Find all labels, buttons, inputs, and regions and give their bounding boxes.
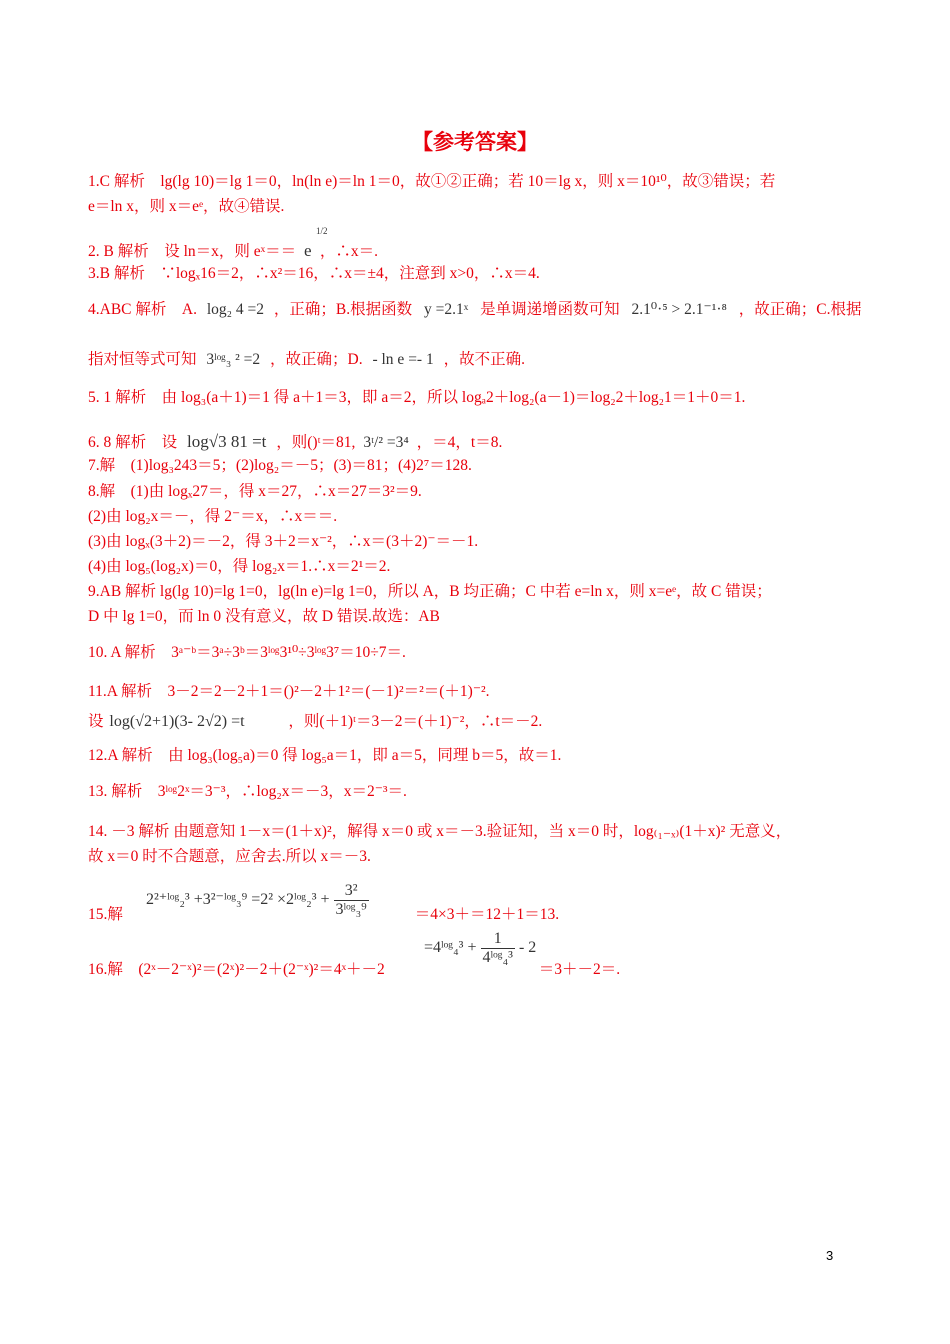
answer-1-line-b: e＝ln x，则 x＝eᵉ，故④错误. — [88, 198, 285, 215]
answer-15 — [88, 905, 559, 925]
answer-4-c: 是单调递增函数可知 — [480, 301, 620, 318]
answer-3: 3.B 解析 ∵logₓ16＝2，∴x²＝16，∴x＝±4，注意到 x>0，∴x＝4. — [88, 265, 540, 282]
answer-7: 7.解 (1)log₃243＝5；(2)log₂＝－5；(3)＝81；(4)2⁷＝128. — [88, 457, 472, 474]
answer-4-b: ，正确；B.根据函数 — [273, 301, 413, 318]
formula-e-half: e 1/2 — [304, 241, 316, 260]
answer-4-f: ，故正确；D. — [270, 351, 363, 368]
answer-4-e: 指对恒等式可知 — [88, 351, 197, 368]
answer-4-line-a — [88, 300, 862, 320]
answer-14-line-a: 14. －3 解析 由题意知 1－x＝(1＋x)²，解得 x＝0 或 x＝－3.验证知，当 x＝0 时，log₍₁₋ₓ₎(1＋x)² 无意义， — [88, 823, 792, 840]
answer-2 — [88, 226, 378, 262]
answer-12: 12.A 解析 由 log₃(log₅a)＝0 得 log₅a＝1，即 a＝5，同理 b＝5，故＝1. — [88, 747, 562, 764]
page-number: 3 — [826, 1248, 834, 1263]
answer-11-line-a: 11.A 解析 3－2＝2－2＋1＝()²－2＋1²＝(－1)²＝²＝(＋1)⁻². — [88, 683, 490, 700]
formula-16: =4ˡᵒᵍ₄³ + $\frac{1}{\text{4ˡᵒᵍ₄³}}$ - 2 — [424, 930, 537, 966]
answer-6 — [88, 432, 502, 453]
answer-6-prefix: 6. 8 解析 设 — [88, 434, 178, 451]
formula-15-fraction: $\frac{\text{3²}}{\text{3ˡᵒᵍ₃⁹}}$ — [335, 882, 367, 918]
formula-16-fraction: $\frac{1}{\text{4ˡᵒᵍ₄³}}$ — [482, 930, 513, 966]
answer-6-c: ，＝4，t＝8. — [416, 434, 503, 451]
formula-15: 2²⁺ˡᵒᵍ₂³ +3²⁻ˡᵒᵍ₃⁹ =2² ×2ˡᵒᵍ₂³ + $\frac{\text{3²}}{\text{3ˡᵒᵍ₃⁹}}$ — [146, 882, 367, 918]
answer-6-b: ，则()ᵗ＝81, — [276, 434, 356, 451]
answer-8-line-c: (3)由 logₓ(3＋2)＝－2，得 3＋2＝x⁻²，∴x＝(3＋2)⁻＝－1. — [88, 533, 479, 550]
answer-15-prefix: 15.解 — [88, 906, 123, 923]
answer-11-line-b — [88, 712, 542, 732]
formula-three-t2: 3ᵗ/² =3⁴ — [363, 434, 409, 451]
answer-16-tail: ＝3＋－2＝. — [538, 961, 621, 978]
formula-half-exponent: 1/2 — [316, 226, 328, 236]
formula-inequality: 2.1⁰·⁵ > 2.1⁻¹·⁸ — [631, 301, 727, 318]
answer-5: 5. 1 解析 由 log₃(a＋1)＝1 得 a＋1＝3，即 a＝2，所以 logₐ2＋log₂(a－1)＝log₂2＋log₂1＝1＋0＝1. — [88, 389, 746, 406]
answer-16 — [88, 960, 620, 980]
answer-9-line-b: D 中 lg 1=0，而 ln 0 没有意义，故 D 错误.故选：AB — [88, 608, 440, 625]
answer-4-line-b — [88, 350, 525, 370]
answer-15-tail: ＝4×3＋＝12＋1＝13. — [414, 906, 560, 923]
answer-4-d: ，故正确；C.根据 — [738, 301, 862, 318]
answer-11-c: ，则(＋1)ᵗ＝3－2＝(＋1)⁻²，∴t＝－2. — [288, 713, 543, 730]
formula-three-log: 3ˡᵒᵍ₃ ² =2 — [206, 351, 261, 368]
answer-2-text: 2. B 解析 设 ln＝x，则 eˣ＝＝ — [88, 243, 297, 260]
answer-9-line-a: 9.AB 解析 lg(lg 10)=lg 1=0，lg(ln e)=lg 1=0，所以 A，B 均正确；C 中若 e=ln x，则 x=eᵉ，故 C 错误； — [88, 583, 772, 600]
formula-neg-ln: - ln e =- 1 — [372, 351, 434, 368]
answer-4-g: ，故不正确. — [443, 351, 525, 368]
answer-4-prefix: 4.ABC 解析 A. — [88, 301, 197, 318]
formula-log-sqrt3: log√3 81 =t — [187, 432, 267, 451]
page-title: 【参考答案】 — [412, 130, 538, 154]
answer-13: 13. 解析 3ˡᵒᵍ2ˣ＝3⁻³，∴log₂x＝－3，x＝2⁻³＝. — [88, 783, 407, 800]
formula-log-sqrt2: log(√2+1)(3- 2√2) =t — [109, 713, 245, 730]
answer-10: 10. A 解析 3ᵃ⁻ᵇ＝3ᵃ÷3ᵇ＝3ˡᵒᵍ3¹⁰÷3ˡᵒᵍ3⁷＝10÷7＝. — [88, 644, 406, 661]
answer-11-prefix: 设 — [88, 713, 104, 730]
answer-8-line-b: (2)由 log₂x＝－，得 2⁻＝x，∴x＝＝. — [88, 508, 338, 525]
answer-16-prefix: 16.解 (2ˣ－2⁻ˣ)²＝(2ˣ)²－2＋(2⁻ˣ)²＝4ˣ＋－2 — [88, 961, 385, 978]
answer-2-tail: ，∴x＝. — [319, 243, 378, 260]
answer-8-line-d: (4)由 log₅(log₂x)＝0，得 log₂x＝1.∴x＝2¹＝2. — [88, 558, 391, 575]
answer-14-line-b: 故 x＝0 时不合题意，应舍去.所以 x＝－3. — [88, 848, 371, 865]
formula-log2-4: log₂ 4 =2 — [206, 301, 265, 318]
answer-1-line-a: 1.C 解析 lg(lg 10)＝lg 1＝0，ln(ln e)＝ln 1＝0，故①②正确；若 10＝lg x，则 x＝10¹⁰，故③错误；若 — [88, 173, 776, 190]
answer-8-line-a: 8.解 (1)由 logₓ27＝，得 x＝27，∴x＝27＝3²＝9. — [88, 483, 422, 500]
formula-y-2-1x: y =2.1ˣ — [424, 301, 469, 318]
